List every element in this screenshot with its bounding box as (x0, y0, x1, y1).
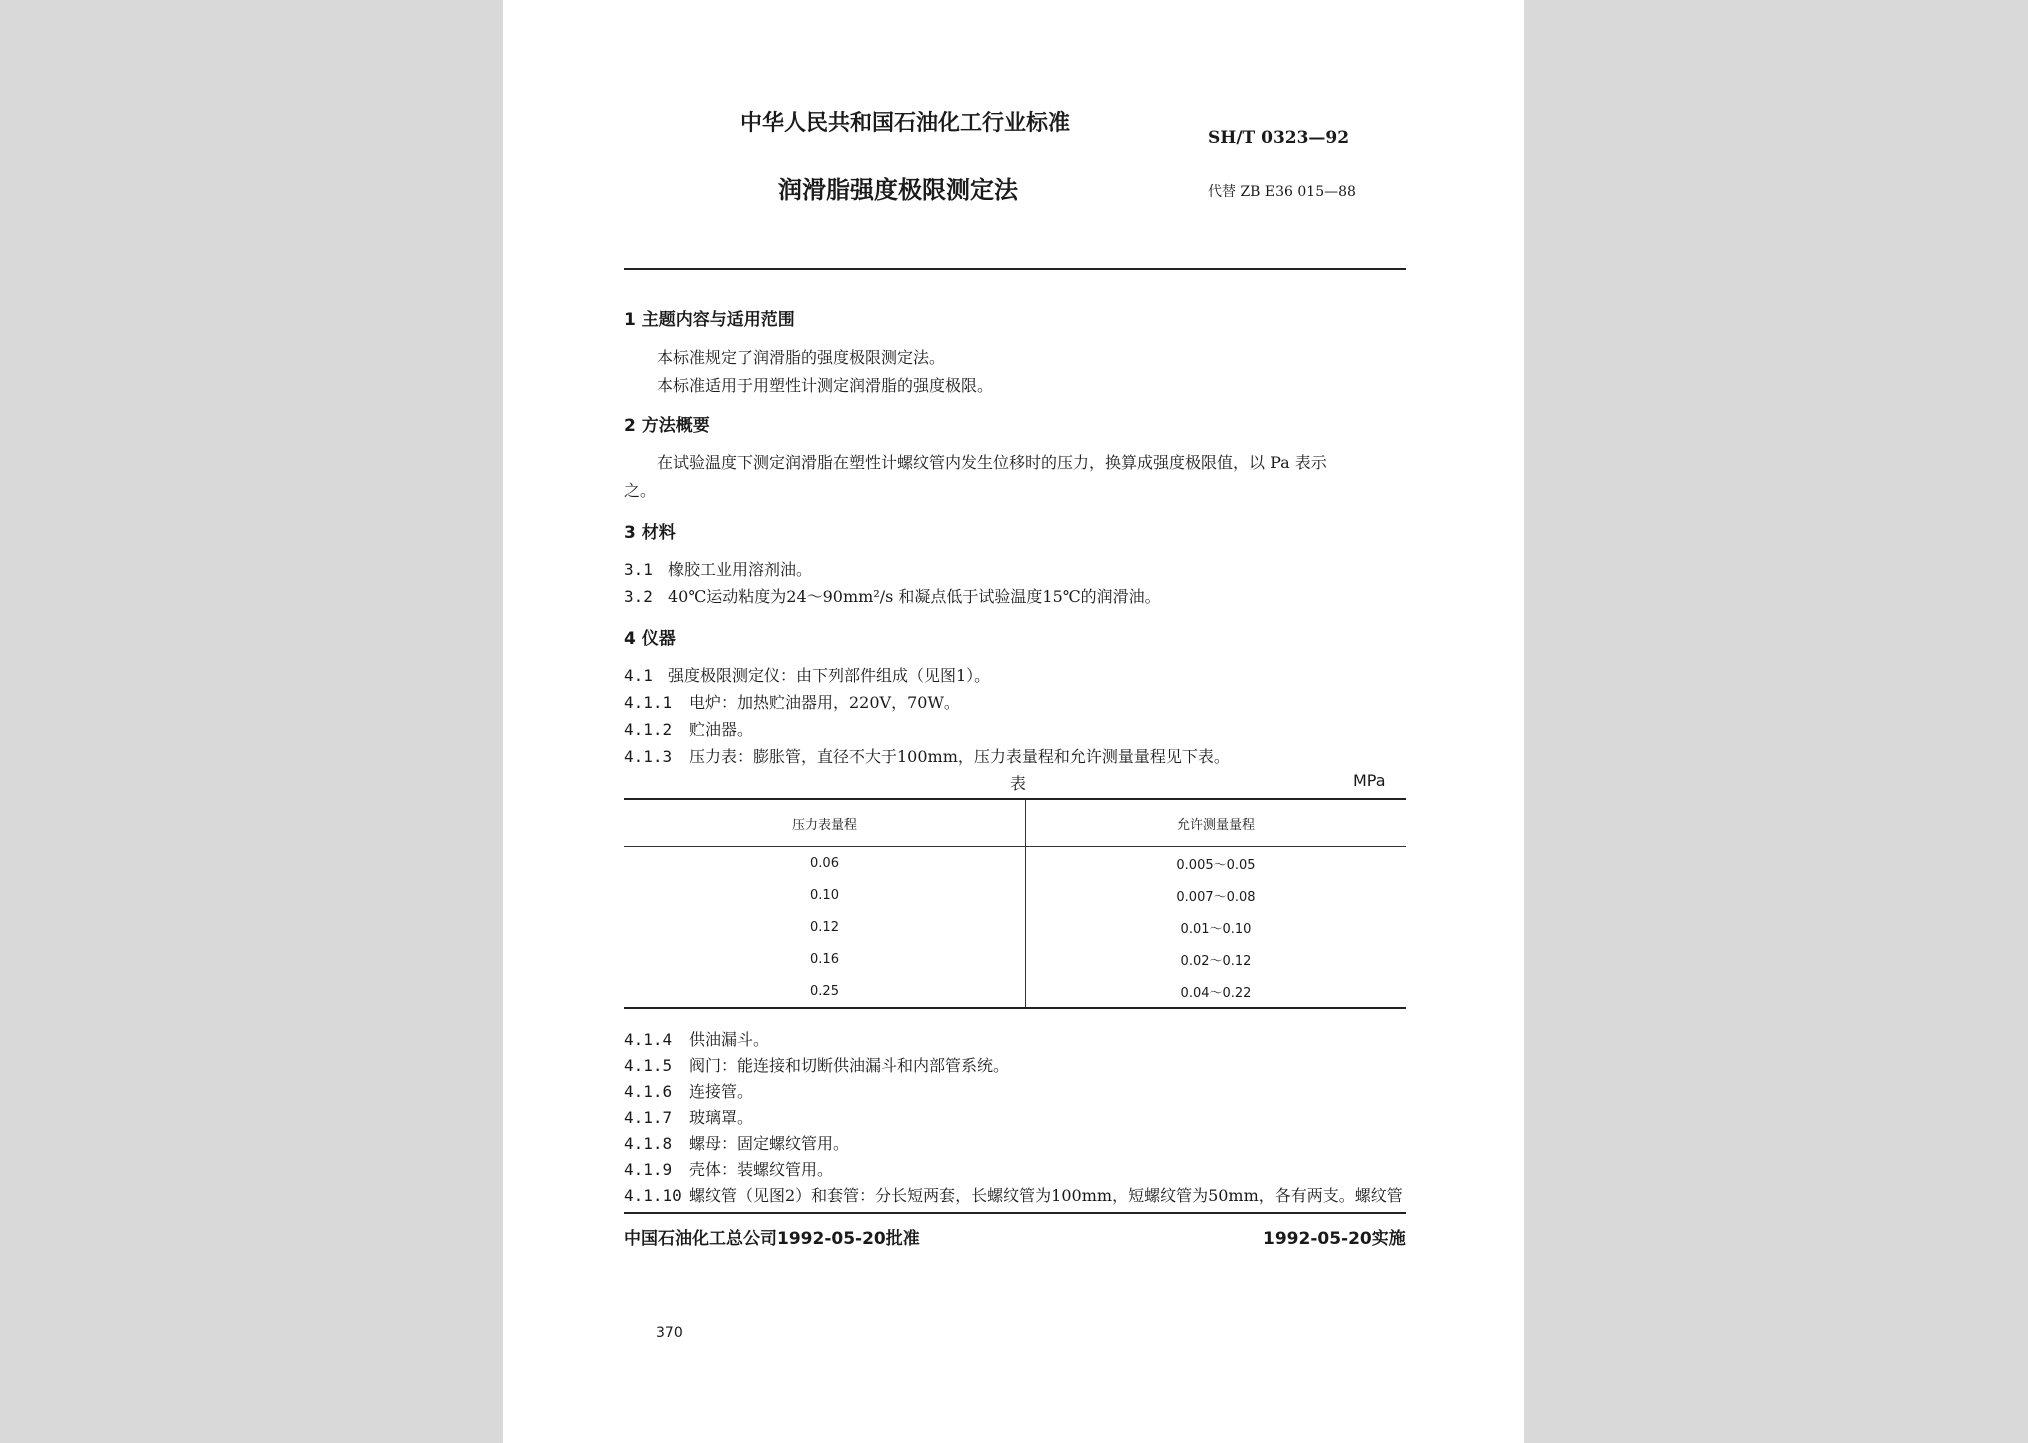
item-text: 压力表：膨胀管，直径不大于100mm，压力表量程和允许测量量程见下表。 (689, 747, 1230, 766)
issuing-organization: 中华人民共和国石油化工行业标准 (740, 111, 1071, 136)
table-cell: 0.16 (624, 943, 1026, 975)
item-text: 强度极限测定仪：由下列部件组成（见图1）。 (668, 666, 991, 685)
list-item (624, 1053, 1009, 1076)
item-number: 4.1.1 (624, 693, 673, 712)
list-item (624, 557, 812, 580)
item-number: 4.1.8 (624, 1134, 673, 1153)
section-4-heading: 4 仪器 (624, 629, 676, 649)
implementation-date: 1992-05-20实施 (1263, 1229, 1406, 1249)
list-item (624, 1027, 769, 1050)
table-caption: 表 (1010, 774, 1027, 793)
item-text: 阀门：能连接和切断供油漏斗和内部管系统。 (689, 1056, 1010, 1075)
table-header-row (624, 799, 1406, 847)
column-header: 压力表量程 (624, 799, 1026, 847)
item-number: 4.1.9 (624, 1160, 673, 1179)
item-text: 连接管。 (689, 1082, 754, 1101)
standard-code: SH/T 0323—92 (1208, 128, 1350, 148)
list-item (624, 1183, 1403, 1206)
table-cell: 0.12 (624, 911, 1026, 943)
table-cell: 0.007～0.08 (1176, 889, 1256, 905)
page-number: 370 (656, 1325, 683, 1341)
table-unit: MPa (1353, 771, 1386, 790)
item-number: 4.1.5 (624, 1056, 673, 1075)
table-cell: 0.10 (624, 879, 1026, 911)
list-item (624, 690, 960, 713)
paragraph: 在试验温度下测定润滑脂在塑性计螺纹管内发生位移时的压力，换算成强度极限值，以 Pa 表示 (657, 453, 1327, 472)
list-item (624, 1157, 833, 1180)
item-text: 螺纹管（见图2）和套管：分长短两套，长螺纹管为100mm，短螺纹管为50mm，各有两支。螺纹管 (689, 1186, 1403, 1205)
header-divider (624, 268, 1406, 270)
item-text: 贮油器。 (689, 720, 754, 739)
table-cell: 0.25 (624, 975, 1026, 1008)
section-3-heading: 3 材料 (624, 523, 676, 543)
replaces-standard: 代替 ZB E36 015—88 (1208, 184, 1356, 200)
table-row (624, 911, 1406, 943)
paragraph: 之。 (624, 481, 657, 500)
item-text: 玻璃罩。 (689, 1108, 754, 1127)
item-text: 40℃运动粘度为24～90mm²/s 和凝点低于试验温度15℃的润滑油。 (668, 587, 1161, 606)
table-cell: 0.06 (624, 847, 1026, 880)
item-number: 4.1.10 (624, 1186, 682, 1205)
item-number: 4.1.6 (624, 1082, 673, 1101)
item-number: 4.1.2 (624, 720, 673, 739)
item-text: 橡胶工业用溶剂油。 (668, 560, 813, 579)
column-header: 允许测量量程 (1026, 799, 1407, 847)
item-number: 4.1.7 (624, 1108, 673, 1127)
table-row (624, 879, 1406, 911)
item-text: 电炉：加热贮油器用，220V，70W。 (689, 693, 960, 712)
list-item (624, 1131, 849, 1154)
document-title: 润滑脂强度极限测定法 (778, 176, 1018, 204)
range-table (624, 798, 1406, 1009)
list-item (624, 584, 1161, 607)
list-item (624, 717, 753, 740)
table-cell: 0.01～0.10 (1180, 921, 1252, 937)
list-item (624, 663, 990, 686)
table-cell: 0.02～0.12 (1180, 953, 1252, 969)
list-item (624, 744, 1230, 767)
table-row (624, 943, 1406, 975)
item-text: 螺母：固定螺纹管用。 (689, 1134, 850, 1153)
table-row (624, 975, 1406, 1008)
list-item (624, 1079, 753, 1102)
item-number: 4.1 (624, 666, 653, 685)
document-page (503, 0, 1524, 1443)
list-item (624, 1105, 753, 1128)
item-number: 4.1.4 (624, 1030, 673, 1049)
paragraph: 本标准规定了润滑脂的强度极限测定法。 (657, 348, 946, 367)
paragraph: 本标准适用于用塑性计测定润滑脂的强度极限。 (657, 376, 994, 395)
approval-date: 中国石油化工总公司1992-05-20批准 (624, 1229, 920, 1249)
item-text: 壳体：装螺纹管用。 (689, 1160, 834, 1179)
section-1-heading: 1 主题内容与适用范围 (624, 310, 795, 330)
table-cell: 0.005～0.05 (1176, 857, 1256, 873)
item-number: 3.1 (624, 560, 653, 579)
table-cell: 0.04～0.22 (1026, 975, 1407, 1008)
item-number: 3.2 (624, 587, 653, 606)
section-2-heading: 2 方法概要 (624, 416, 710, 436)
item-number: 4.1.3 (624, 747, 673, 766)
footer-divider (624, 1212, 1406, 1214)
table-row (624, 847, 1406, 880)
item-text: 供油漏斗。 (689, 1030, 770, 1049)
